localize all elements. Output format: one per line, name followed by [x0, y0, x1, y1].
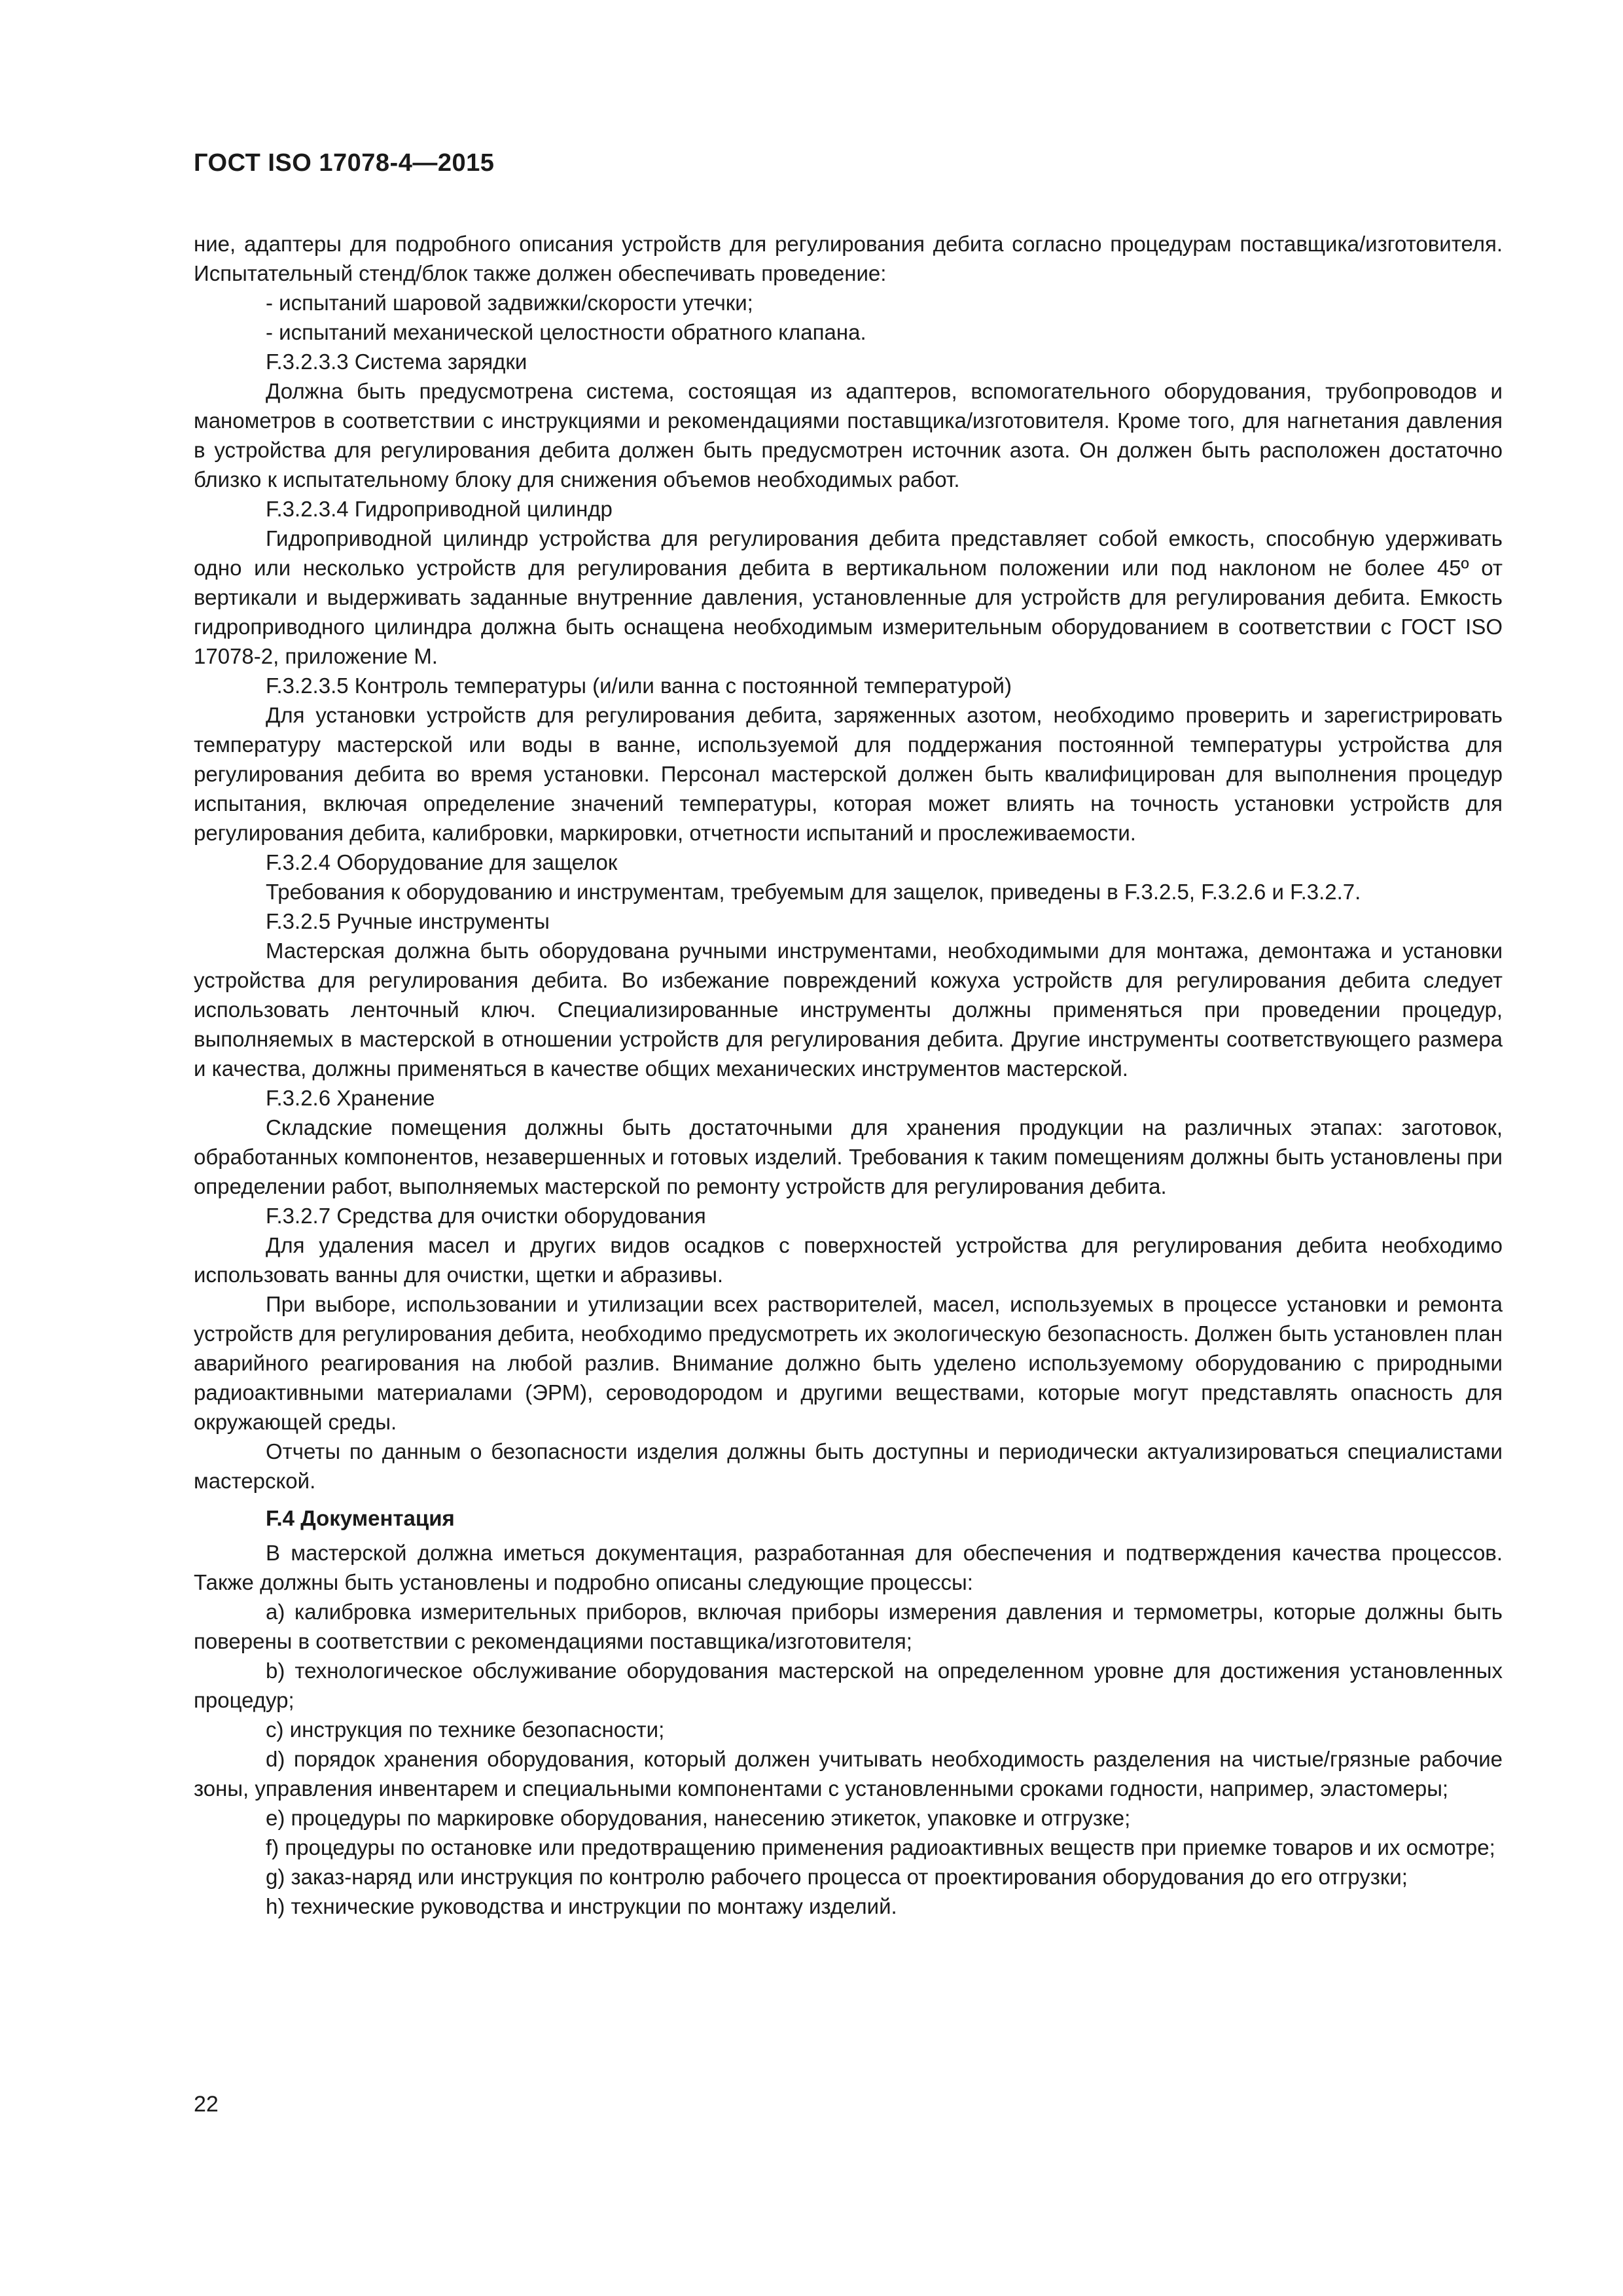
- list-item: b) технологическое обслуживание оборудования мастерской на определенном уровне для достижения установленных процедур;: [194, 1659, 1503, 1712]
- paragraph: Должна быть предусмотрена система, состоящая из адаптеров, вспомогательного оборудования, трубопроводов и манометров в соответствии с инструкциями и рекомендациями поставщика/изготовителя. Кроме того, для нагнетания давления в устройства для регулирования дебита должен быть предусмотрен источник азота. Он должен быть расположен достаточно близко к испытательному блоку для снижения объемов необходимых работ.: [194, 379, 1503, 492]
- paragraph: Требования к оборудованию и инструментам, требуемым для защелок, приведены в F.3.2.5, F.3.2.6 и F.3.2.7.: [266, 880, 1361, 904]
- document-header: ГОСТ ISO 17078-4—2015: [194, 149, 495, 177]
- document-body: [194, 229, 1503, 1921]
- paragraph: Гидроприводной цилиндр устройства для регулирования дебита представляет собой емкость, способную удерживать одно или несколько устройств для регулирования дебита в вертикальном положении или под наклоном не более 45º от вертикали и выдерживать заданные внутренние давления, установленные для устройств для регулирования дебита. Емкость гидроприводного цилиндра должна быть оснащена необходимым измерительным оборудованием в соответствии с ГОСТ ISO 17078-2, приложение М.: [194, 526, 1503, 668]
- subsection-title: F.3.2.6 Хранение: [266, 1086, 435, 1110]
- subsection-title: F.3.2.5 Ручные инструменты: [266, 909, 550, 933]
- subsection-title: F.3.2.3.4 Гидроприводной цилиндр: [266, 497, 613, 521]
- list-item: h) технические руководства и инструкции по монтажу изделий.: [266, 1894, 897, 1918]
- paragraph: Отчеты по данным о безопасности изделия должны быть доступны и периодически актуализироваться специалистами мастерской.: [194, 1439, 1503, 1493]
- paragraph-continuation: ние, адаптеры для подробного описания устройств для регулирования дебита согласно процедурам поставщика/изготовителя. Испытательный стенд/блок также должен обеспечивать проведение:: [194, 232, 1503, 285]
- subsection-title: F.3.2.3.3 Система зарядки: [266, 350, 527, 374]
- subsection-title: F.3.2.3.5 Контроль температуры (и/или ванна с постоянной температурой): [266, 673, 1012, 698]
- list-item: g) заказ-наряд или инструкция по контролю рабочего процесса от проектирования оборудования до его отгрузки;: [266, 1865, 1408, 1889]
- paragraph: При выборе, использовании и утилизации всех растворителей, масел, используемых в процессе установки и ремонта устройств для регулирования дебита, необходимо предусмотреть их экологическую безопасность. Должен быть установлен план аварийного реагирования на любой разлив. Внимание должно быть уделено используемому оборудованию с природными радиоактивными материалами (ЭРМ), сероводородом и другими веществами, которые могут представлять опасность для окружающей среды.: [194, 1292, 1503, 1434]
- list-item: - испытаний механической целостности обратного клапана.: [266, 320, 866, 344]
- list-item: d) порядок хранения оборудования, который должен учитывать необходимость разделения на чистые/грязные рабочие зоны, управления инвентарем и специальными компонентами с установленными сроками годности, например, эластомеры;: [194, 1747, 1503, 1801]
- paragraph: Для установки устройств для регулирования дебита, заряженных азотом, необходимо проверить и зарегистрировать температуру мастерской или воды в ванне, используемой для поддержания постоянной температуры устройства для регулирования дебита во время установки. Персонал мастерской должен быть квалифицирован для выполнения процедур испытания, включая определение значений температуры, которая может влиять на точность установки устройств для регулирования дебита, калибровки, маркировки, отчетности испытаний и прослеживаемости.: [194, 703, 1503, 845]
- paragraph: В мастерской должна иметься документация, разработанная для обеспечения и подтверждения качества процессов. Также должны быть установлены и подробно описаны следующие процессы:: [194, 1541, 1503, 1594]
- paragraph: Для удаления масел и других видов осадков с поверхностей устройства для регулирования дебита необходимо использовать ванны для очистки, щетки и абразивы.: [194, 1233, 1503, 1287]
- list-item: - испытаний шаровой задвижки/скорости утечки;: [266, 291, 753, 315]
- subsection-title: F.3.2.4 Оборудование для защелок: [266, 850, 618, 874]
- section-heading: F.4 Документация: [266, 1506, 455, 1530]
- list-item: a) калибровка измерительных приборов, включая приборы измерения давления и термометры, которые должны быть поверены в соответствии с рекомендациями поставщика/изготовителя;: [194, 1600, 1503, 1653]
- page-number: 22: [194, 2092, 219, 2117]
- paragraph: Мастерская должна быть оборудована ручными инструментами, необходимыми для монтажа, демонтажа и установки устройства для регулирования дебита. Во избежание повреждений кожуха устройств для регулирования дебита следует использовать ленточный ключ. Специализированные инструменты должны применяться при проведении процедур, выполняемых в мастерской в отношении устройств для регулирования дебита. Другие инструменты соответствующего размера и качества, должны применяться в качестве общих механических инструментов мастерской.: [194, 939, 1503, 1081]
- subsection-title: F.3.2.7 Средства для очистки оборудования: [266, 1204, 706, 1228]
- list-item: e) процедуры по маркировке оборудования, нанесению этикеток, упаковке и отгрузке;: [266, 1806, 1131, 1830]
- paragraph: Складские помещения должны быть достаточными для хранения продукции на различных этапах: заготовок, обработанных компонентов, незавершенных и готовых изделий. Требования к таким помещениям должны быть установлены при определении работ, выполняемых мастерской по ремонту устройств для регулирования дебита.: [194, 1115, 1503, 1198]
- list-item: c) инструкция по технике безопасности;: [266, 1717, 665, 1742]
- list-item: f) процедуры по остановке или предотвращению применения радиоактивных веществ при приемке товаров и их осмотре;: [266, 1835, 1495, 1859]
